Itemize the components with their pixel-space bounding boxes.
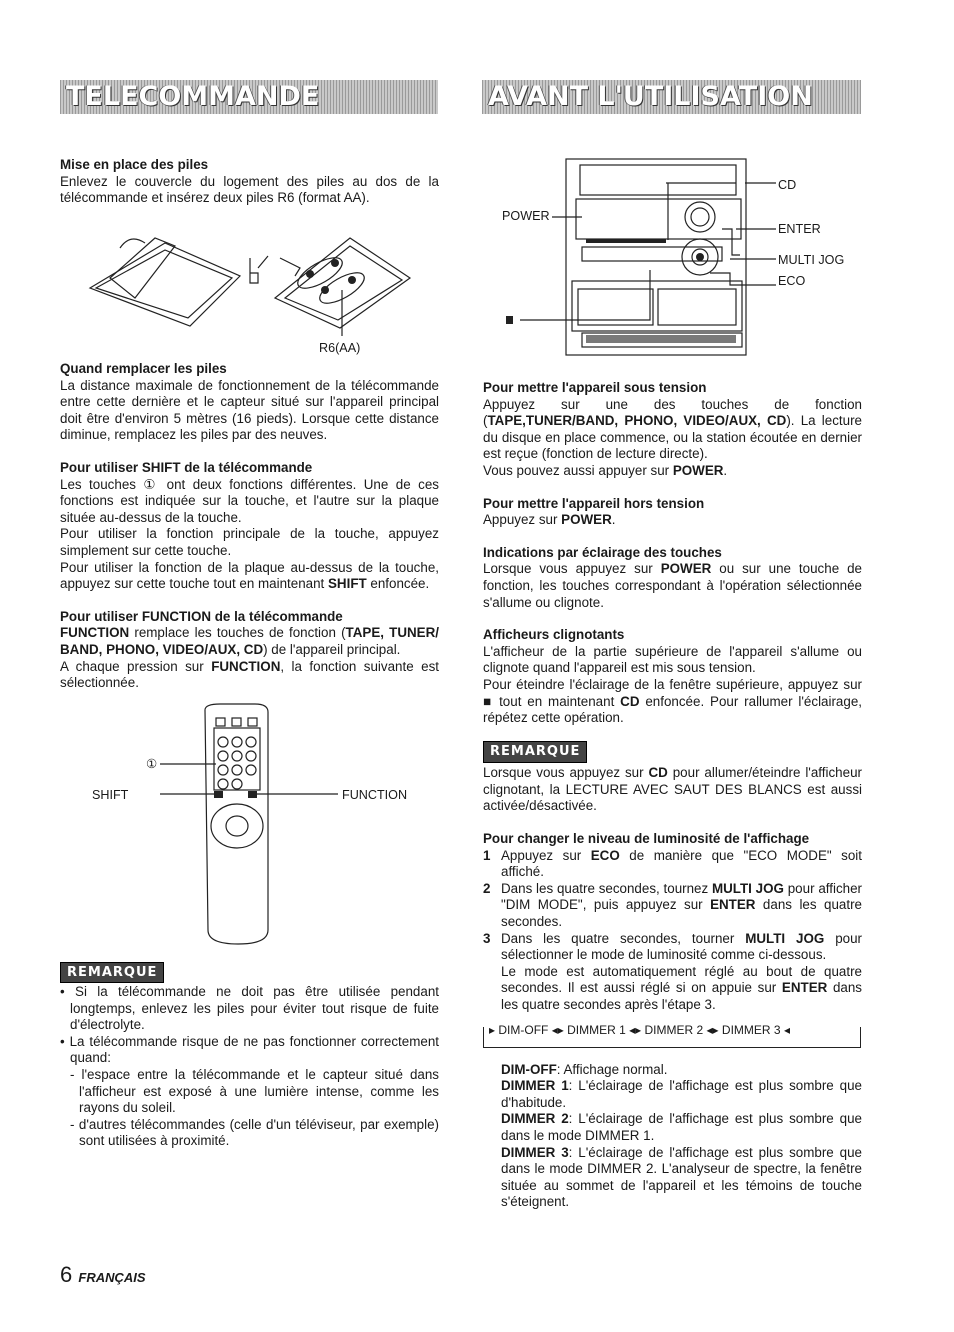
text-hors-tension-a: Appuyez sur bbox=[483, 512, 562, 528]
remote-label-shift: SHIFT bbox=[92, 788, 129, 802]
text-remarque-right-a: Lorsque vous appuyez sur bbox=[483, 765, 649, 781]
step-3-f: dans les quatre secondes après l'étape 3. bbox=[501, 980, 863, 1012]
text-shift-3b: SHIFT bbox=[328, 576, 367, 592]
text-hors-tension-c: . bbox=[611, 512, 616, 528]
text-eclairage bbox=[483, 561, 862, 611]
stop-square-symbol: ■ bbox=[483, 693, 494, 709]
circled-one-symbol: ① bbox=[143, 476, 160, 492]
step-3-number: 3 bbox=[483, 930, 491, 946]
text-sous-tension bbox=[483, 397, 862, 463]
text-sous-tension-2 bbox=[483, 463, 862, 480]
text-quand-remplacer: La distance maximale de fonctionnement de la télécommande entre cette dernière et le capteur situé sur l'appareil principal doit être d'environ 5 mètres (16 pieds). Lorsque cette distance diminue, remplacez les piles par des neuves. bbox=[60, 377, 439, 443]
remote-control-illustration bbox=[130, 700, 410, 950]
text-function-1c: TAPE, TUNER/ BAND, PHONO, VIDEO/AUX, CD bbox=[60, 625, 439, 657]
step-3-c: pour sélectionner le mode de luminosité comme ci-dessous. bbox=[501, 930, 862, 963]
note-2-text: La télécommande risque de ne pas fonctionner correctement quand: bbox=[69, 1033, 439, 1066]
note-1: • Si la télécommande ne doit pas être utilisée pendant longtemps, enlevez les piles pour éviter tout risque de fuite d'électrolyte. bbox=[60, 984, 439, 1033]
remarque-badge-left bbox=[60, 962, 164, 983]
text-remarque-right bbox=[483, 765, 862, 815]
footer-language: FRANÇAIS bbox=[78, 1270, 146, 1285]
step-2-e: dans les quatre secondes. bbox=[501, 897, 862, 930]
note-2b-text: d'autres télécommandes (celle d'un téléviseur, par exemple) sont utilisées à proximité. bbox=[78, 1116, 439, 1149]
text-mise-en-place: Enlevez le couvercle du logement des piles au dos de la télécommande et insérez deux piles R6 (format AA). bbox=[60, 173, 439, 206]
def-dim-off bbox=[501, 1062, 862, 1079]
left-column-top bbox=[60, 157, 439, 207]
step-1 bbox=[483, 848, 862, 881]
text-afficheurs-2 bbox=[483, 677, 862, 727]
text-eclairage-a: Lorsque vous appuyez sur bbox=[483, 561, 661, 577]
remote-label-circled-one: ① bbox=[146, 757, 158, 771]
cycle-item-dim-off: DIM-OFF bbox=[498, 1022, 549, 1037]
cycle-arrow-3: ◂▸ bbox=[706, 1022, 719, 1037]
step-1-a: Appuyez sur bbox=[501, 847, 591, 863]
step-3 bbox=[483, 931, 862, 1014]
def-dimmer-1 bbox=[501, 1078, 862, 1111]
text-hors-tension bbox=[483, 512, 862, 529]
device-label-cd: CD bbox=[778, 178, 797, 192]
left-column-middle bbox=[60, 361, 439, 692]
text-shift-3 bbox=[60, 560, 439, 593]
step-2-b: MULTI JOG bbox=[711, 880, 784, 896]
text-function-2 bbox=[60, 659, 439, 692]
note-1-text: Si la télécommande ne doit pas être utilisée pendant longtemps, enlevez les piles pour éviter tout risque de fuite d'électrolyte. bbox=[70, 984, 439, 1033]
def-dimmer-3-text: : L'éclairage de l'affichage est plus sombre que dans le mode DIMMER 2. L'analyseur de spectre, la fenêtre située au sommet de l'appareil et les témoins de touche s'éteignent. bbox=[501, 1144, 862, 1210]
device-label-enter: ENTER bbox=[778, 222, 821, 236]
cycle-item-dimmer-2: DIMMER 2 bbox=[644, 1022, 704, 1037]
heading-sous-tension: Pour mettre l'appareil sous tension bbox=[483, 380, 707, 395]
step-3-a: Dans les quatre secondes, tourner bbox=[501, 930, 746, 946]
note-2b: - d'autres télécommandes (celle d'un téléviseur, par exemple) sont utilisées à proximité. bbox=[70, 1116, 439, 1149]
def-dimmer-2 bbox=[501, 1111, 862, 1144]
heading-afficheurs: Afficheurs clignotants bbox=[483, 627, 625, 643]
text-shift-3c: enfoncée. bbox=[366, 576, 430, 592]
text-remarque-right-c: pour allumer/éteindre l'afficheur clignotant, la LECTURE AVEC SAUT DES BLANCS est aussi activée/désactivée. bbox=[483, 765, 862, 814]
dimmer-definitions bbox=[483, 1062, 862, 1211]
dimmer-cycle-diagram bbox=[483, 1022, 862, 1052]
def-dimmer-1-label: DIMMER 1 bbox=[501, 1078, 569, 1094]
text-function-1a: FUNCTION bbox=[60, 625, 130, 641]
text-function-2b: FUNCTION bbox=[211, 658, 281, 674]
def-dimmer-3 bbox=[501, 1145, 862, 1211]
def-dim-off-label: DIM-OFF bbox=[501, 1061, 557, 1077]
left-notes bbox=[60, 984, 439, 1150]
right-column bbox=[483, 380, 862, 1211]
heading-hors-tension: Pour mettre l'appareil hors tension bbox=[483, 495, 705, 511]
text-shift-1 bbox=[60, 477, 439, 527]
cycle-arrow-2: ◂▸ bbox=[629, 1022, 642, 1037]
text-function-1 bbox=[60, 625, 439, 658]
text-sous-tension-c: ). La lecture du disque en place commence, ou la station écoutée en dernier est reçue (fonction de lecture directe). bbox=[483, 413, 862, 462]
banner-telecommande bbox=[60, 80, 438, 114]
def-dimmer-2-label: DIMMER 2 bbox=[501, 1111, 569, 1127]
cycle-row bbox=[487, 1022, 792, 1039]
step-2-number: 2 bbox=[483, 880, 491, 896]
remarque-badge-right bbox=[483, 741, 862, 764]
text-function-1b: remplace les touches de fonction ( bbox=[129, 625, 346, 641]
note-2a-text: l'espace entre la télécommande et le capteur situé dans l'afficheur est exposé à une lumière intense, comme les rayons du soleil. bbox=[79, 1066, 439, 1116]
battery-label: R6(AA) bbox=[319, 341, 361, 355]
text-sous-tension-d: Vous pouvez aussi appuyer sur bbox=[483, 462, 673, 478]
device-label-multi-jog: MULTI JOG bbox=[778, 253, 845, 267]
heading-function: Pour utiliser FUNCTION de la télécommande bbox=[60, 608, 343, 624]
text-afficheurs-2a: Pour éteindre l'éclairage de la fenêtre supérieure, appuyez sur bbox=[483, 676, 862, 692]
text-sous-tension-a: Appuyez sur une des touches de fonction ( bbox=[483, 396, 862, 429]
cycle-arrow-0: ▸ bbox=[489, 1022, 496, 1037]
banner-avant-utilisation-text: AVANT L'UTILISATION bbox=[488, 81, 813, 112]
text-shift-3a: Pour utiliser la fonction de la plaque au-dessus de la touche, appuyez sur cette touche tout en maintenant bbox=[60, 559, 439, 592]
heading-eclairage: Indications par éclairage des touches bbox=[483, 544, 722, 560]
remote-label-function: FUNCTION bbox=[342, 788, 408, 802]
text-function-2a: A chaque pression sur bbox=[60, 658, 212, 674]
note-2: • La télécommande risque de ne pas fonctionner correctement quand: bbox=[60, 1033, 439, 1066]
text-shift-1a: Les touches bbox=[60, 476, 144, 492]
remarque-left-text: REMARQUE bbox=[60, 962, 164, 983]
step-2-d: ENTER bbox=[710, 897, 756, 913]
cycle-arrow-4: ◂ bbox=[783, 1022, 790, 1037]
remarque-right-text: REMARQUE bbox=[483, 741, 587, 764]
step-3-b: MULTI JOG bbox=[745, 930, 825, 946]
cycle-item-dimmer-1: DIMMER 1 bbox=[567, 1022, 626, 1037]
text-sous-tension-e: POWER bbox=[672, 462, 724, 478]
steps-list bbox=[483, 848, 862, 1014]
text-function-2c: , la fonction suivante est sélectionnée. bbox=[60, 658, 439, 691]
device-label-eco: ECO bbox=[778, 274, 806, 288]
heading-luminosite: Pour changer le niveau de luminosité de l'affichage bbox=[483, 831, 810, 847]
device-label-power: POWER bbox=[502, 209, 550, 223]
text-sous-tension-b: TAPE,TUNER/BAND, PHONO, VIDEO/AUX, CD bbox=[487, 413, 787, 429]
text-remarque-right-b: CD bbox=[648, 765, 668, 781]
stereo-device-illustration bbox=[500, 155, 800, 365]
text-afficheurs-2c: CD bbox=[620, 693, 640, 709]
text-eclairage-c: ou sur une touche de fonction, les touches correspondant à l'opération sélectionnée s'allume ou clignote. bbox=[483, 561, 862, 610]
step-3-e: ENTER bbox=[781, 980, 828, 996]
battery-illustration bbox=[80, 218, 420, 338]
text-afficheurs-1: L'afficheur de la partie supérieure de l'appareil s'allume ou clignote quand l'appareil est mis sous tension. bbox=[483, 643, 862, 676]
note-2a: - l'espace entre la télécommande et le capteur situé dans l'afficheur est exposé à une lumière intense, comme les rayons du soleil. bbox=[70, 1066, 439, 1116]
def-dim-off-text: : Affichage normal. bbox=[556, 1061, 668, 1077]
page-number: 6 bbox=[60, 1262, 73, 1287]
step-3-d: Le mode est automatiquement réglé au bout de quatre secondes. Il est aussi réglé si on appuie sur bbox=[501, 963, 862, 996]
text-afficheurs-2d: enfoncée. Pour rallumer l'éclairage, répétez cette opération. bbox=[483, 693, 862, 726]
heading-mise-en-place: Mise en place des piles bbox=[60, 157, 209, 172]
text-afficheurs-2b: tout en maintenant bbox=[493, 693, 621, 709]
text-eclairage-b: POWER bbox=[660, 561, 712, 577]
cycle-item-dimmer-3: DIMMER 3 bbox=[721, 1022, 781, 1037]
banner-avant-utilisation bbox=[482, 80, 861, 114]
text-shift-2: Pour utiliser la fonction principale de la touche, appuyez simplement sur cette touche. bbox=[60, 526, 439, 558]
heading-shift: Pour utiliser SHIFT de la télécommande bbox=[60, 459, 313, 475]
step-1-b: ECO bbox=[590, 847, 620, 863]
text-function-1d: ) de l'appareil principal. bbox=[263, 641, 401, 657]
def-dimmer-2-text: : L'éclairage de l'affichage est plus sombre que dans le mode DIMMER 1. bbox=[501, 1111, 862, 1143]
text-sous-tension-f: . bbox=[723, 462, 728, 478]
step-1-number: 1 bbox=[483, 847, 491, 863]
step-1-c: de manière que "ECO MODE" soit affiché. bbox=[501, 847, 862, 880]
heading-quand-remplacer: Quand remplacer les piles bbox=[60, 361, 227, 376]
def-dimmer-3-label: DIMMER 3 bbox=[501, 1144, 569, 1160]
banner-telecommande-text: TELECOMMANDE bbox=[66, 81, 320, 112]
page-footer bbox=[60, 1262, 146, 1288]
cycle-arrow-1: ◂▸ bbox=[551, 1022, 564, 1037]
text-shift-1b: ont deux fonctions différentes. Une de ces fonctions est indiquée sur la touche, et l'autre sur la plaque située au-dessus de la touche. bbox=[60, 476, 439, 525]
step-2 bbox=[483, 881, 862, 931]
text-hors-tension-b: POWER bbox=[561, 512, 612, 528]
step-2-a: Dans les quatre secondes, tournez bbox=[501, 880, 712, 896]
def-dimmer-1-text: : L'éclairage de l'affichage est plus sombre que d'habitude. bbox=[501, 1078, 862, 1110]
step-2-c: pour afficher "DIM MODE", puis appuyez sur bbox=[501, 880, 862, 913]
